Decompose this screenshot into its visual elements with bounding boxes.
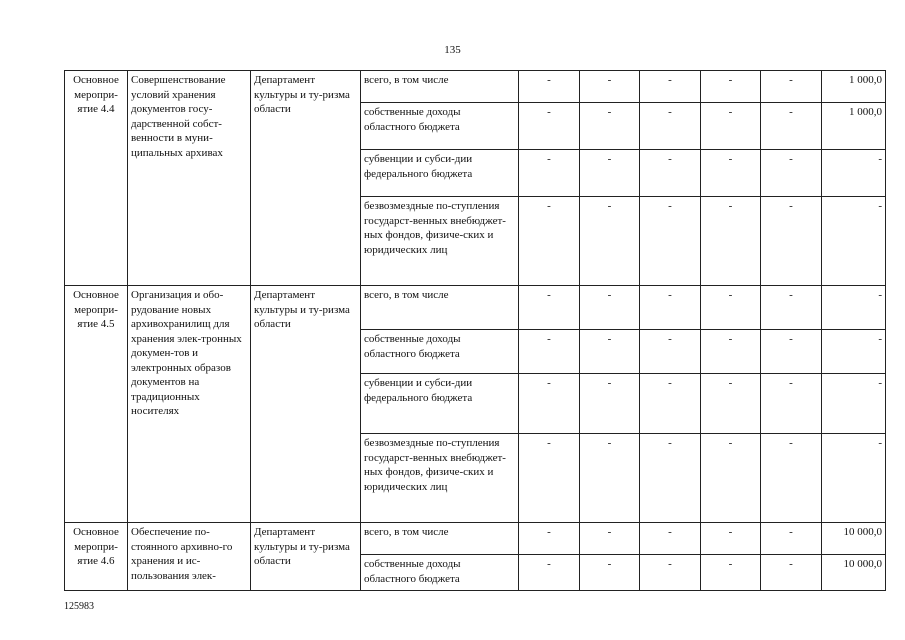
funding-value: - — [761, 103, 822, 150]
funding-value: - — [519, 523, 580, 555]
funding-value: - — [761, 150, 822, 197]
table-row — [65, 286, 886, 330]
funding-value: - — [519, 103, 580, 150]
table-row — [65, 523, 886, 555]
funding-value: - — [580, 374, 640, 434]
funding-value: - — [580, 434, 640, 523]
funding-value: - — [701, 523, 761, 555]
funding-value: - — [519, 434, 580, 523]
funding-value: - — [640, 197, 701, 286]
funding-source: субвенции и субси-дии федерального бюджета — [361, 150, 519, 197]
funding-value: - — [640, 150, 701, 197]
funding-value: - — [519, 197, 580, 286]
funding-value: - — [640, 286, 701, 330]
funding-value: - — [701, 286, 761, 330]
funding-source: всего, в том числе — [361, 523, 519, 555]
funding-value: - — [761, 71, 822, 103]
funding-source: собственные доходы областного бюджета — [361, 103, 519, 150]
funding-source: всего, в том числе — [361, 286, 519, 330]
funding-value: - — [761, 286, 822, 330]
funding-value: - — [640, 103, 701, 150]
funding-value: - — [701, 103, 761, 150]
funding-value: - — [701, 197, 761, 286]
funding-value: - — [519, 150, 580, 197]
funding-value: - — [640, 71, 701, 103]
funding-value: - — [580, 103, 640, 150]
budget-table — [64, 70, 886, 591]
funding-value: - — [640, 330, 701, 374]
funding-value: - — [761, 555, 822, 591]
funding-source: собственные доходы областного бюджета — [361, 555, 519, 591]
responsible-executor: Департамент культуры и ту-ризма области — [251, 286, 361, 523]
page-number: 135 — [444, 44, 461, 56]
funding-value: - — [701, 555, 761, 591]
funding-value: - — [580, 523, 640, 555]
measure-code: Основное меропри-ятие 4.4 — [65, 71, 128, 286]
funding-value: - — [761, 374, 822, 434]
funding-source: всего, в том числе — [361, 71, 519, 103]
funding-value: - — [761, 434, 822, 523]
funding-value: - — [822, 374, 886, 434]
funding-value: - — [640, 523, 701, 555]
funding-value: - — [822, 434, 886, 523]
funding-value: - — [761, 197, 822, 286]
funding-source: безвозмездные по-ступления государст-венных внебюджет-ных фондов, физиче-ских и юридических лиц — [361, 197, 519, 286]
funding-value: - — [519, 286, 580, 330]
measure-title: Совершенствование условий хранения документов госу-дарственной собст-венности в муни-ципальных архивах — [128, 71, 251, 286]
funding-value: - — [519, 330, 580, 374]
funding-value: - — [640, 555, 701, 591]
funding-value: - — [580, 71, 640, 103]
funding-value: - — [822, 150, 886, 197]
funding-value: - — [701, 150, 761, 197]
funding-value: - — [519, 374, 580, 434]
funding-value: - — [701, 374, 761, 434]
funding-value: - — [701, 71, 761, 103]
funding-value: - — [640, 374, 701, 434]
measure-title: Обеспечение по-стоянного архивно-го хранения и ис-пользования элек- — [128, 523, 251, 591]
funding-value: 1 000,0 — [822, 103, 886, 150]
funding-source: собственные доходы областного бюджета — [361, 330, 519, 374]
funding-value: - — [580, 197, 640, 286]
document-id: 125983 — [64, 601, 94, 612]
funding-value: - — [580, 330, 640, 374]
funding-value: - — [580, 286, 640, 330]
funding-value: 10 000,0 — [822, 555, 886, 591]
funding-value: 10 000,0 — [822, 523, 886, 555]
funding-value: 1 000,0 — [822, 71, 886, 103]
funding-value: - — [640, 434, 701, 523]
responsible-executor: Департамент культуры и ту-ризма области — [251, 523, 361, 591]
funding-value: - — [580, 150, 640, 197]
table-row — [65, 71, 886, 103]
measure-code: Основное меропри-ятие 4.6 — [65, 523, 128, 591]
funding-value: - — [822, 197, 886, 286]
funding-value: - — [519, 71, 580, 103]
measure-code: Основное меропри-ятие 4.5 — [65, 286, 128, 523]
funding-source: безвозмездные по-ступления государст-венных внебюджет-ных фондов, физиче-ских и юридических лиц — [361, 434, 519, 523]
funding-value: - — [701, 330, 761, 374]
measure-title: Организация и обо-рудование новых архивохранилищ для хранения элек-тронных докумен-тов и электронных образов документов на традиционных носителях — [128, 286, 251, 523]
funding-source: субвенции и субси-дии федерального бюджета — [361, 374, 519, 434]
funding-value: - — [519, 555, 580, 591]
responsible-executor: Департамент культуры и ту-ризма области — [251, 71, 361, 286]
funding-value: - — [822, 286, 886, 330]
funding-value: - — [580, 555, 640, 591]
funding-value: - — [822, 330, 886, 374]
funding-value: - — [761, 523, 822, 555]
funding-value: - — [761, 330, 822, 374]
funding-value: - — [701, 434, 761, 523]
